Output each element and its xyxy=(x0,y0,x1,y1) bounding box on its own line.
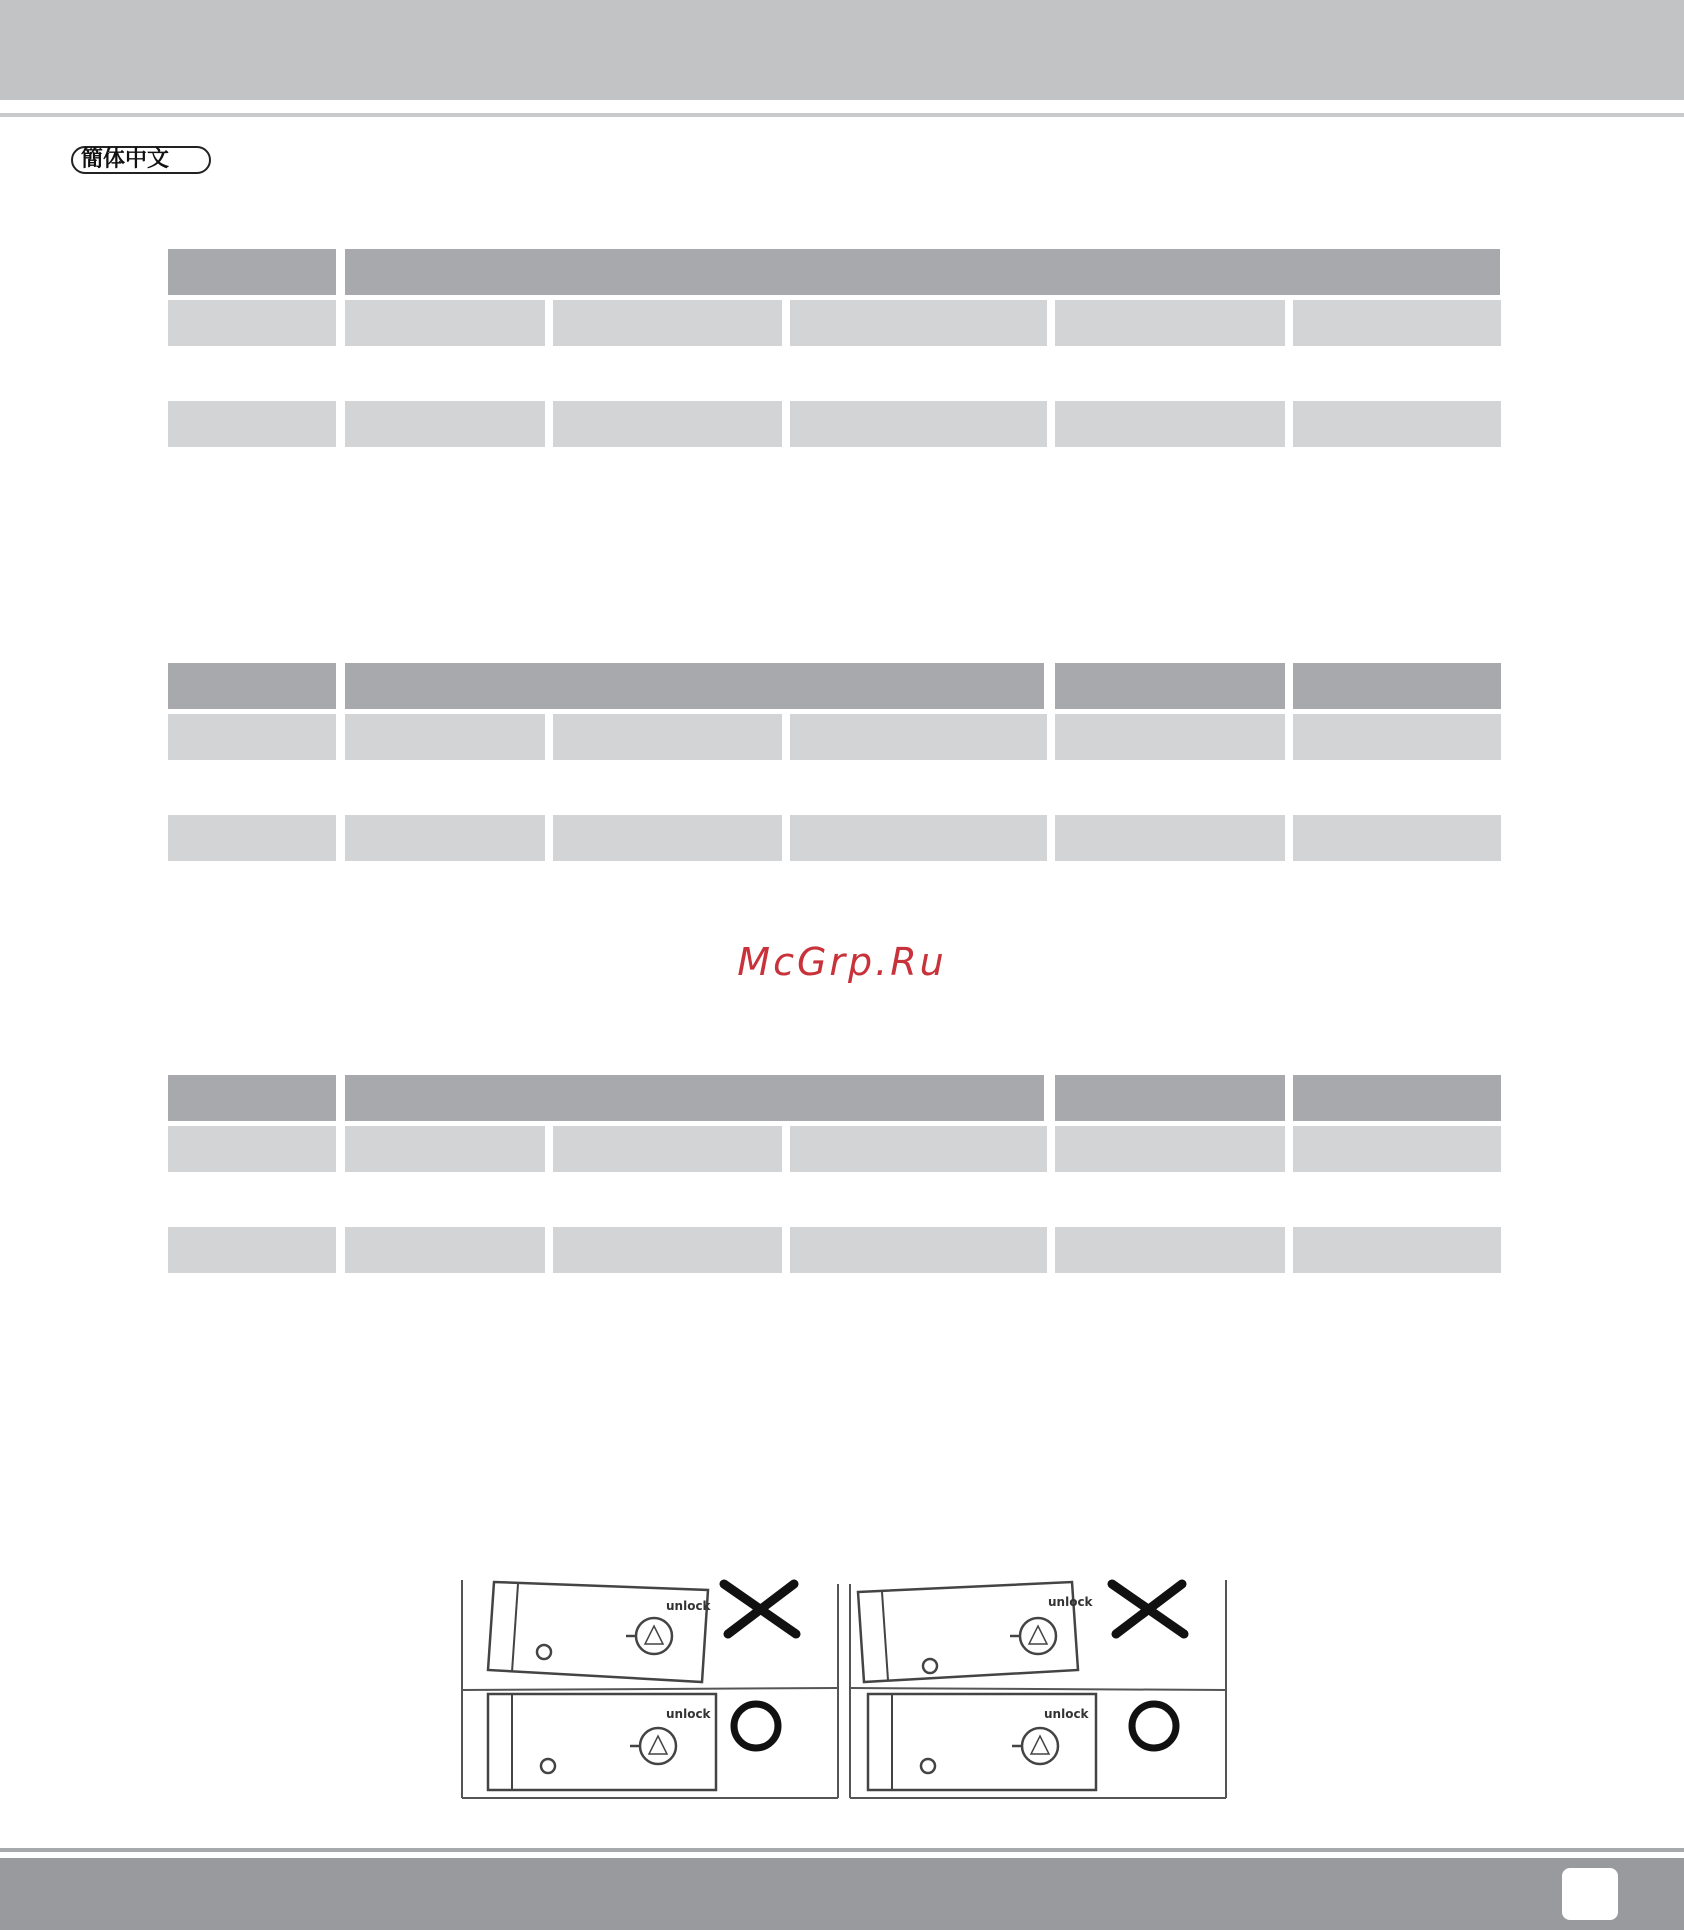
table3-row1-cell xyxy=(790,1126,1047,1172)
table3-row2-cell xyxy=(1055,1227,1285,1273)
table1-row1-cell xyxy=(1293,300,1501,346)
table3-row1-cell xyxy=(345,1126,545,1172)
unlock-label: unlock xyxy=(666,1707,711,1721)
language-badge: 簡体中文 xyxy=(71,146,211,174)
bottom-divider xyxy=(0,1848,1684,1852)
table1-row1-cell xyxy=(553,300,782,346)
table3-header-col xyxy=(1055,1075,1285,1121)
table3-row1-cell xyxy=(168,1126,336,1172)
table2-row2-cell xyxy=(345,815,545,861)
unlock-label: unlock xyxy=(1044,1707,1089,1721)
unlock-label: unlock xyxy=(1048,1595,1093,1609)
circle-icon xyxy=(734,1704,778,1748)
table2-row2-cell xyxy=(1055,815,1285,861)
table2-row1-cell xyxy=(790,714,1047,760)
table1-header-span xyxy=(345,249,1500,295)
watermark: McGrp.Ru xyxy=(737,940,947,984)
table2-header-span xyxy=(345,663,1044,709)
table2-row1-cell xyxy=(553,714,782,760)
table1-row1-cell xyxy=(345,300,545,346)
bay-shelf-right xyxy=(850,1688,1226,1690)
drive-tray-illustration xyxy=(458,1570,1230,1802)
table1-row2-cell xyxy=(553,401,782,447)
table3-row2-cell xyxy=(553,1227,782,1273)
cross-icon xyxy=(1112,1584,1184,1634)
table2-row1-cell xyxy=(1293,714,1501,760)
page-number-box xyxy=(1562,1868,1618,1920)
table1-row2-cell xyxy=(345,401,545,447)
tray-top-right xyxy=(858,1582,1078,1682)
footer-band xyxy=(0,1858,1684,1930)
table2-row2-cell xyxy=(553,815,782,861)
table3-row2-cell xyxy=(168,1227,336,1273)
table3-row2-cell xyxy=(1293,1227,1501,1273)
bay-shelf-left xyxy=(462,1688,838,1690)
table1-row2-cell xyxy=(790,401,1047,447)
table1-row2-cell xyxy=(168,401,336,447)
table2-header-col xyxy=(1055,663,1285,709)
top-header-band xyxy=(0,0,1684,100)
table1-row1-cell xyxy=(1055,300,1285,346)
table1-row1-cell xyxy=(790,300,1047,346)
table2-row2-cell xyxy=(790,815,1047,861)
table3-row1-cell xyxy=(1055,1126,1285,1172)
table1-row1-cell xyxy=(168,300,336,346)
table2-row2-cell xyxy=(168,815,336,861)
table2-header-label xyxy=(168,663,336,709)
circle-icon xyxy=(1132,1704,1176,1748)
table1-row2-cell xyxy=(1055,401,1285,447)
table3-row1-cell xyxy=(553,1126,782,1172)
table3-row2-cell xyxy=(345,1227,545,1273)
table2-header-col xyxy=(1293,663,1501,709)
table3-row1-cell xyxy=(1293,1126,1501,1172)
table2-row1-cell xyxy=(1055,714,1285,760)
cross-icon xyxy=(724,1584,796,1634)
unlock-label: unlock xyxy=(666,1599,711,1613)
table1-header-label xyxy=(168,249,336,295)
table3-header-span xyxy=(345,1075,1044,1121)
top-divider xyxy=(0,113,1684,117)
table2-row2-cell xyxy=(1293,815,1501,861)
table3-header-label xyxy=(168,1075,336,1121)
table3-row2-cell xyxy=(790,1227,1047,1273)
table3-header-col xyxy=(1293,1075,1501,1121)
table1-row2-cell xyxy=(1293,401,1501,447)
table2-row1-cell xyxy=(345,714,545,760)
table2-row1-cell xyxy=(168,714,336,760)
tray-top-left xyxy=(488,1582,708,1682)
